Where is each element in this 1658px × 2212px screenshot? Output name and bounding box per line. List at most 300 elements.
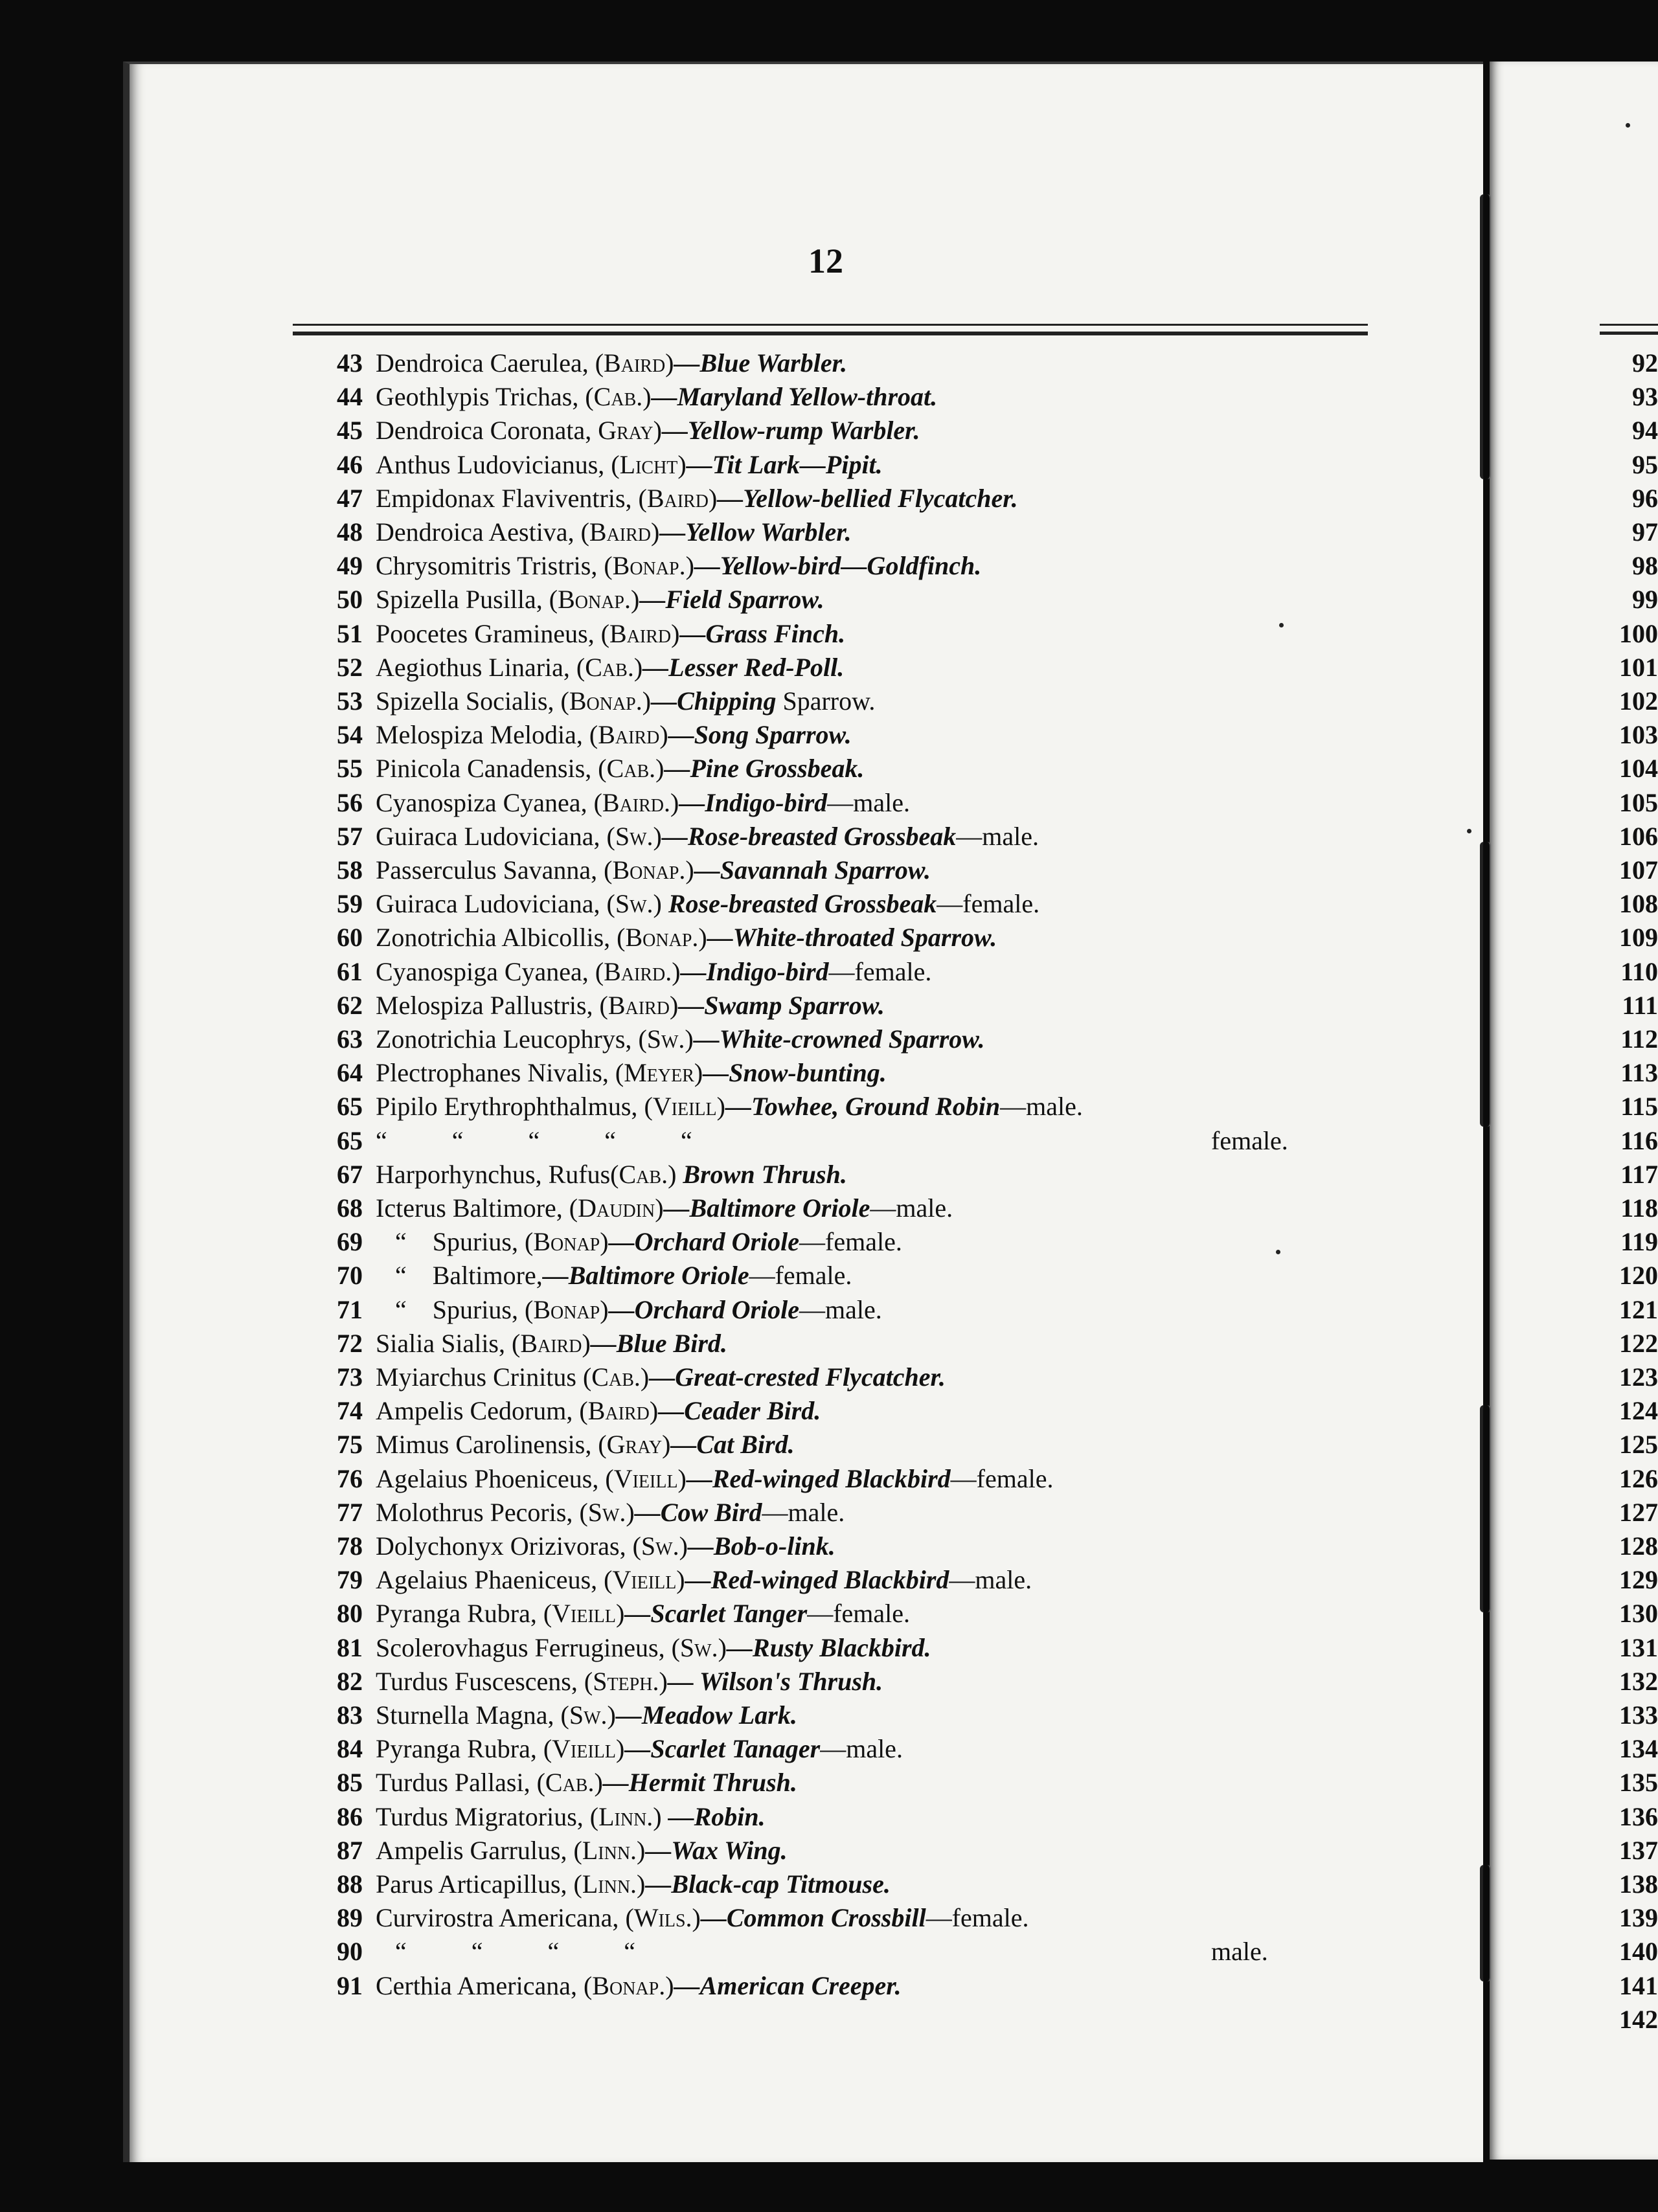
authority: (Cab.)	[576, 652, 643, 682]
entry-text	[376, 1496, 845, 1529]
sex-note: —female.	[828, 956, 932, 986]
right-header-rule-thick	[1600, 332, 1658, 335]
margin-bracket	[1480, 1405, 1491, 1612]
common-name: —Swamp Sparrow.	[678, 990, 885, 1020]
entry-text	[376, 1631, 931, 1665]
margin-bracket	[1480, 842, 1491, 1127]
authority: (Baird)	[589, 720, 668, 750]
sex-note: —male.	[762, 1497, 845, 1527]
authority: (Bonap)	[525, 1227, 609, 1257]
scientific-name: Guiraca Ludoviciana,	[376, 821, 607, 851]
right-entry-number: 99	[1632, 585, 1658, 615]
entry-text	[376, 1766, 797, 1800]
authority: (Bonap.)	[617, 923, 707, 953]
entry-number: 46	[337, 449, 363, 479]
common-name: —Yellow-bellied Flycatcher.	[717, 483, 1018, 513]
entry-text	[376, 1462, 1053, 1496]
right-entry-number: 119	[1620, 1227, 1658, 1257]
entry-number: 86	[337, 1801, 363, 1831]
entry-text	[376, 549, 981, 583]
sex-note-right: female.	[1211, 1125, 1288, 1155]
authority: (Cab.)	[536, 1768, 603, 1798]
entry-number: 88	[337, 1869, 363, 1899]
entry-text	[376, 1124, 692, 1158]
scientific-name: Melospiza Pallustris,	[376, 990, 600, 1020]
scientific-name: Poocetes Gramineus,	[376, 618, 601, 648]
entry-number: 67	[337, 1159, 363, 1189]
entry-number: 71	[337, 1294, 363, 1324]
right-entry-number: 128	[1619, 1531, 1658, 1561]
sex-note-right: male.	[1211, 1937, 1268, 1967]
entry-number: 82	[337, 1666, 363, 1696]
sex-note: —male.	[799, 1294, 882, 1324]
authority: (Baird)	[638, 483, 718, 513]
entry-text	[376, 1665, 883, 1699]
common-name: —Rose-breasted Grossbeak	[661, 821, 957, 851]
entry-text	[376, 448, 883, 482]
entry-text	[376, 583, 824, 616]
entry-number: 59	[337, 889, 363, 919]
scientific-name: Plectrophanes Nivalis,	[376, 1058, 615, 1088]
common-name: —Blue Warbler.	[674, 348, 847, 378]
scientific-name: Turdus Migratorius,	[376, 1801, 590, 1831]
common-name: —Red-winged Blackbird	[686, 1463, 951, 1493]
entry-number: 76	[337, 1463, 363, 1493]
entry-number: 58	[337, 855, 363, 885]
common-name: —Great-crested Flycatcher.	[649, 1362, 946, 1392]
entry-number: 65	[337, 1125, 363, 1155]
right-entry-number: 97	[1632, 517, 1658, 547]
common-name: —Robin.	[661, 1801, 766, 1831]
authority: (Daudin)	[569, 1193, 664, 1223]
entry-text	[376, 414, 920, 447]
authority: (Baird)	[595, 348, 674, 378]
sex-note: —female.	[807, 1599, 911, 1629]
entry-number: 84	[337, 1734, 363, 1764]
header-rule-thick	[293, 332, 1368, 335]
common-name: —Red-winged Blackbird	[685, 1565, 949, 1595]
common-name: —Bob-o-link.	[687, 1531, 835, 1561]
authority: (Sw.)	[579, 1497, 635, 1527]
common-name: —Yellow-bird—Goldfinch.	[694, 551, 982, 581]
margin-bracket	[1480, 194, 1491, 479]
scientific-name: Aegiothus Linaria,	[376, 652, 576, 682]
authority: (Bonap.)	[604, 551, 694, 581]
common-name: —Field Sparrow.	[639, 585, 824, 615]
authority: (Baird)	[580, 517, 660, 547]
scientific-name: Dendroica Caerulea,	[376, 348, 595, 378]
right-entry-number: 95	[1632, 449, 1658, 479]
scientific-name: Geothlypis Trichas,	[376, 382, 585, 412]
common-name: —Snow-bunting.	[703, 1058, 887, 1088]
entry-text	[376, 1259, 852, 1292]
common-name: —Pine Grossbeak.	[664, 754, 865, 784]
entry-text	[376, 1935, 635, 1969]
right-entry-number: 141	[1619, 1970, 1658, 2000]
scientific-name: Myiarchus Crinitus	[376, 1362, 583, 1392]
scientific-name: Sturnella Magna,	[376, 1700, 561, 1730]
scientific-name: Empidonax Flaviventris,	[376, 483, 639, 513]
entry-number: 69	[337, 1227, 363, 1257]
authority: (Linn.)	[573, 1835, 646, 1865]
authority: (Sw.)	[638, 1024, 694, 1054]
right-entry-number: 111	[1622, 990, 1658, 1020]
right-header-rule-thin	[1600, 324, 1658, 326]
entry-number: 62	[337, 990, 363, 1020]
common-name: —Ceader Bird.	[658, 1396, 821, 1426]
entry-text	[376, 1293, 882, 1327]
scientific-name: Dolychonyx Orizivoras,	[376, 1531, 633, 1561]
common-name: —Indigo-bird	[680, 956, 829, 986]
common-name: —Song Sparrow.	[668, 720, 852, 750]
scientific-name: Ampelis Garrulus,	[376, 1835, 574, 1865]
authority: (Sw.)	[606, 889, 662, 919]
entry-number: 52	[337, 652, 363, 682]
common-name: —Savannah Sparrow.	[694, 855, 931, 885]
scientific-name: Dendroica Aestiva,	[376, 517, 581, 547]
entry-number: 60	[337, 923, 363, 953]
common-name: —Yellow Warbler.	[659, 517, 852, 547]
authority: (Wils.)	[625, 1903, 701, 1933]
entry-text	[376, 1394, 821, 1428]
scientific-name: Zonotrichia Albicollis,	[376, 923, 617, 953]
right-entry-number: 98	[1632, 551, 1658, 581]
entry-text	[376, 482, 1018, 515]
entry-text	[376, 1868, 891, 1901]
common-name: —Grass Finch.	[679, 618, 846, 648]
entry-number: 54	[337, 720, 363, 750]
entry-text	[376, 1022, 984, 1056]
authority: (Cab.)	[610, 1159, 677, 1189]
ink-speck	[1626, 123, 1630, 128]
right-entry-number: 93	[1632, 382, 1658, 412]
common-name: —Baltimore Oriole	[663, 1193, 870, 1223]
right-entry-number: 116	[1620, 1125, 1658, 1155]
entry-number: 61	[337, 956, 363, 986]
authority: (Linn.)	[589, 1801, 662, 1831]
sex-note: Sparrow.	[782, 686, 876, 716]
entry-text	[376, 989, 885, 1022]
entry-number: 90	[337, 1937, 363, 1967]
common-name: —Hermit Thrush.	[602, 1768, 797, 1798]
entry-number: 91	[337, 1970, 363, 2000]
scientific-name: Passerculus Savanna,	[376, 855, 604, 885]
right-entry-number: 124	[1619, 1396, 1658, 1426]
margin-bracket	[1480, 1865, 1491, 1981]
scientific-name: “ “ “ “ “	[376, 1125, 692, 1155]
entry-text	[376, 380, 937, 414]
common-name: —Indigo-bird	[679, 787, 828, 817]
right-entry-number: 131	[1619, 1632, 1658, 1662]
entry-number: 79	[337, 1565, 363, 1595]
scientific-name: Spizella Pusilla,	[376, 585, 549, 615]
entry-text	[376, 1327, 727, 1360]
entry-text	[376, 1191, 953, 1225]
scientific-name: Spizella Socialis,	[376, 686, 561, 716]
right-entry-number: 139	[1619, 1903, 1658, 1933]
right-entry-number: 113	[1620, 1058, 1658, 1088]
entry-number: 65	[337, 1092, 363, 1122]
common-name: —Rusty Blackbird.	[726, 1632, 931, 1662]
authority: (Baird.)	[593, 787, 679, 817]
right-entry-number: 109	[1619, 923, 1658, 953]
authority: (Vieill)	[605, 1463, 687, 1493]
right-entry-number: 112	[1620, 1024, 1658, 1054]
common-name: —Meadow Lark.	[615, 1700, 797, 1730]
authority: (Baird)	[512, 1328, 591, 1358]
scientific-name: Certhia Americana,	[376, 1970, 584, 2000]
common-name: —Tit Lark—Pipit.	[686, 449, 883, 479]
right-entry-number: 104	[1619, 754, 1658, 784]
right-entry-number: 125	[1619, 1430, 1658, 1460]
entry-text	[376, 820, 1039, 853]
authority: (Bonap.)	[583, 1970, 674, 2000]
scientific-name: Chrysomitris Tristris,	[376, 551, 604, 581]
entry-number: 83	[337, 1700, 363, 1730]
entry-text	[376, 718, 852, 752]
entry-text	[376, 1732, 903, 1766]
entry-text	[376, 1158, 847, 1191]
common-name: —Chipping	[651, 686, 783, 716]
common-name: —American Creeper.	[674, 1970, 902, 2000]
right-entry-number: 117	[1620, 1159, 1658, 1189]
common-name: —Blue Bird.	[590, 1328, 727, 1358]
right-entry-number: 121	[1619, 1294, 1658, 1324]
entry-number: 70	[337, 1261, 363, 1291]
entry-number: 57	[337, 821, 363, 851]
entry-number: 47	[337, 483, 363, 513]
entry-text	[376, 1901, 1029, 1935]
scientific-name: Guiraca Ludoviciana,	[376, 889, 607, 919]
entry-number: 77	[337, 1497, 363, 1527]
scientific-name: Agelaius Phoeniceus,	[376, 1463, 606, 1493]
entry-text	[376, 1056, 887, 1090]
scientific-name: Icterus Baltimore,	[376, 1193, 569, 1223]
right-entry-number: 115	[1620, 1092, 1658, 1122]
scientific-name: Melospiza Melodia,	[376, 720, 589, 750]
scientific-name: Pyranga Rubra,	[376, 1599, 543, 1629]
common-name: — Wilson's Thrush.	[667, 1666, 883, 1696]
authority: (Cab.)	[598, 754, 664, 784]
entry-text	[376, 1699, 797, 1732]
authority: (Baird)	[599, 990, 679, 1020]
right-entry-number: 140	[1619, 1937, 1658, 1967]
sex-note: —female.	[749, 1261, 852, 1291]
common-name: —Cat Bird.	[670, 1430, 795, 1460]
entry-text	[376, 955, 931, 989]
scientific-name: Molothrus Pecoris,	[376, 1497, 580, 1527]
entry-number: 87	[337, 1835, 363, 1865]
sex-note: —male.	[820, 1734, 903, 1764]
entry-number: 89	[337, 1903, 363, 1933]
sex-note: —male.	[827, 787, 910, 817]
right-entry-number: 127	[1619, 1497, 1658, 1527]
scientific-name: “ Baltimore,	[376, 1261, 543, 1291]
scientific-name: Pipilo Erythrophthalmus,	[376, 1092, 644, 1122]
common-name: —Cow Bird	[634, 1497, 762, 1527]
sex-note: —male.	[1000, 1092, 1083, 1122]
common-name: Brown Thrush.	[676, 1159, 847, 1189]
scientific-name: Parus Articapillus,	[376, 1869, 574, 1899]
authority: Gray)	[598, 416, 662, 446]
sex-note: —female.	[799, 1227, 902, 1257]
common-name: —Wax Wing.	[645, 1835, 788, 1865]
right-entry-number: 92	[1632, 348, 1658, 378]
entry-number: 64	[337, 1058, 363, 1088]
right-entry-number: 142	[1619, 2004, 1658, 2034]
right-entry-number: 135	[1619, 1768, 1658, 1798]
entry-text	[376, 752, 864, 785]
sex-note: —male.	[956, 821, 1039, 851]
entry-number: 50	[337, 585, 363, 615]
authority: (Vieill)	[543, 1734, 625, 1764]
right-entry-number: 100	[1619, 618, 1658, 648]
right-entry-number: 133	[1619, 1700, 1658, 1730]
right-entry-number: 126	[1619, 1463, 1658, 1493]
authority: (Bonap.)	[549, 585, 640, 615]
entry-text	[376, 1428, 795, 1462]
entry-number: 75	[337, 1430, 363, 1460]
entry-text	[376, 1969, 902, 2003]
entry-text	[376, 515, 852, 549]
authority: (Vieill)	[604, 1565, 685, 1595]
scientific-name: Dendroica Coronata,	[376, 416, 598, 446]
right-entry-number: 105	[1619, 787, 1658, 817]
common-name: —Towhee, Ground Robin	[725, 1092, 1001, 1122]
entry-number: 74	[337, 1396, 363, 1426]
scientific-name: “ Spurius,	[376, 1294, 525, 1324]
entry-number: 78	[337, 1531, 363, 1561]
entry-text	[376, 1529, 835, 1563]
right-entry-number: 110	[1620, 956, 1658, 986]
authority: (Licht)	[611, 449, 687, 479]
entry-text	[376, 684, 875, 718]
authority: (Sw.)	[560, 1700, 616, 1730]
right-entry-number: 106	[1619, 821, 1658, 851]
right-entry-number: 120	[1619, 1261, 1658, 1291]
authority: (Bonap.)	[560, 686, 652, 716]
scientific-name: “ “ “ “	[376, 1937, 636, 1967]
common-name: —Common Crossbill	[700, 1903, 926, 1933]
entry-number: 44	[337, 382, 363, 412]
right-entry-number: 118	[1620, 1193, 1658, 1223]
scientific-name: Turdus Pallasi,	[376, 1768, 537, 1798]
entry-text	[376, 617, 845, 651]
scientific-name: Ampelis Cedorum,	[376, 1396, 580, 1426]
authority: (Baird.)	[595, 956, 681, 986]
entry-text	[376, 786, 910, 820]
right-entry-number: 137	[1619, 1835, 1658, 1865]
authority: (Baird)	[600, 618, 680, 648]
scientific-name: Pyranga Rubra,	[376, 1734, 543, 1764]
scientific-name: “ Spurius,	[376, 1227, 525, 1257]
entry-number: 45	[337, 416, 363, 446]
common-name: —Maryland Yellow-throat.	[651, 382, 938, 412]
scientific-name: Turdus Fuscescens,	[376, 1666, 584, 1696]
scientific-name: Curvirostra Americana,	[376, 1903, 626, 1933]
ink-speck	[1467, 829, 1471, 833]
entry-number: 85	[337, 1768, 363, 1798]
entry-number: 80	[337, 1599, 363, 1629]
authority: (Sw.)	[671, 1632, 727, 1662]
entry-text	[376, 853, 931, 887]
header-rule-thin	[293, 324, 1368, 326]
entry-text	[376, 1800, 766, 1834]
authority: (Sw.)	[606, 821, 662, 851]
sex-note: —female.	[937, 889, 1040, 919]
right-entry-number: 103	[1619, 720, 1658, 750]
scientific-name: Sialia Sialis,	[376, 1328, 512, 1358]
common-name: —Scarlet Tanger	[624, 1599, 808, 1629]
right-entry-number: 123	[1619, 1362, 1658, 1392]
scientific-name: Anthus Ludovicianus,	[376, 449, 611, 479]
scientific-name: Mimus Carolinensis,	[376, 1430, 598, 1460]
right-entry-number: 108	[1619, 889, 1658, 919]
authority: (Vieill)	[543, 1599, 625, 1629]
ink-speck	[1279, 623, 1284, 627]
scientific-name: Zonotrichia Leucophrys,	[376, 1024, 639, 1054]
page-number: 12	[808, 242, 843, 280]
right-entry-number: 134	[1619, 1734, 1658, 1764]
ink-speck	[1276, 1250, 1280, 1254]
authority: (Bonap.)	[604, 855, 694, 885]
entry-number: 56	[337, 787, 363, 817]
common-name: —White-throated Sparrow.	[707, 923, 997, 953]
sex-note: —male.	[949, 1565, 1032, 1595]
entry-text	[376, 921, 997, 954]
entry-number: 48	[337, 517, 363, 547]
common-name: —Baltimore Oriole	[542, 1261, 749, 1291]
entry-number: 72	[337, 1328, 363, 1358]
authority: (Gray)	[598, 1430, 671, 1460]
entry-number: 73	[337, 1362, 363, 1392]
common-name: —Orchard Oriole	[608, 1294, 800, 1324]
common-name: —White-crowned Sparrow.	[693, 1024, 985, 1054]
authority: (Baird)	[579, 1396, 659, 1426]
sex-note: —female.	[926, 1903, 1029, 1933]
common-name: Rose-breasted Grossbeak	[661, 889, 937, 919]
entry-text	[376, 346, 847, 380]
sex-note: —male.	[870, 1193, 953, 1223]
entry-number: 68	[337, 1193, 363, 1223]
entry-text	[376, 1225, 902, 1259]
right-entry-number: 94	[1632, 416, 1658, 446]
entry-text	[376, 1090, 1083, 1123]
authority: (Vieill)	[644, 1092, 725, 1122]
right-entry-number: 107	[1619, 855, 1658, 885]
authority: (Cab.)	[585, 382, 652, 412]
entry-number: 55	[337, 754, 363, 784]
scientific-name: Pinicola Canadensis,	[376, 754, 598, 784]
right-entry-number: 132	[1619, 1666, 1658, 1696]
authority: (Bonap)	[525, 1294, 609, 1324]
right-entry-number: 138	[1619, 1869, 1658, 1899]
entry-text	[376, 1360, 946, 1394]
common-name: —Scarlet Tanager	[624, 1734, 821, 1764]
right-entry-number: 136	[1619, 1801, 1658, 1831]
right-entry-number: 102	[1619, 686, 1658, 716]
right-entry-number: 129	[1619, 1565, 1658, 1595]
entry-number: 53	[337, 686, 363, 716]
right-entry-number: 96	[1632, 483, 1658, 513]
authority: (Linn.)	[573, 1869, 646, 1899]
scientific-name: Cyanospiga Cyanea,	[376, 956, 595, 986]
entry-text	[376, 1834, 788, 1868]
entry-number: 43	[337, 348, 363, 378]
entry-number: 81	[337, 1632, 363, 1662]
authority: (Meyer)	[615, 1058, 703, 1088]
entry-text	[376, 651, 844, 684]
